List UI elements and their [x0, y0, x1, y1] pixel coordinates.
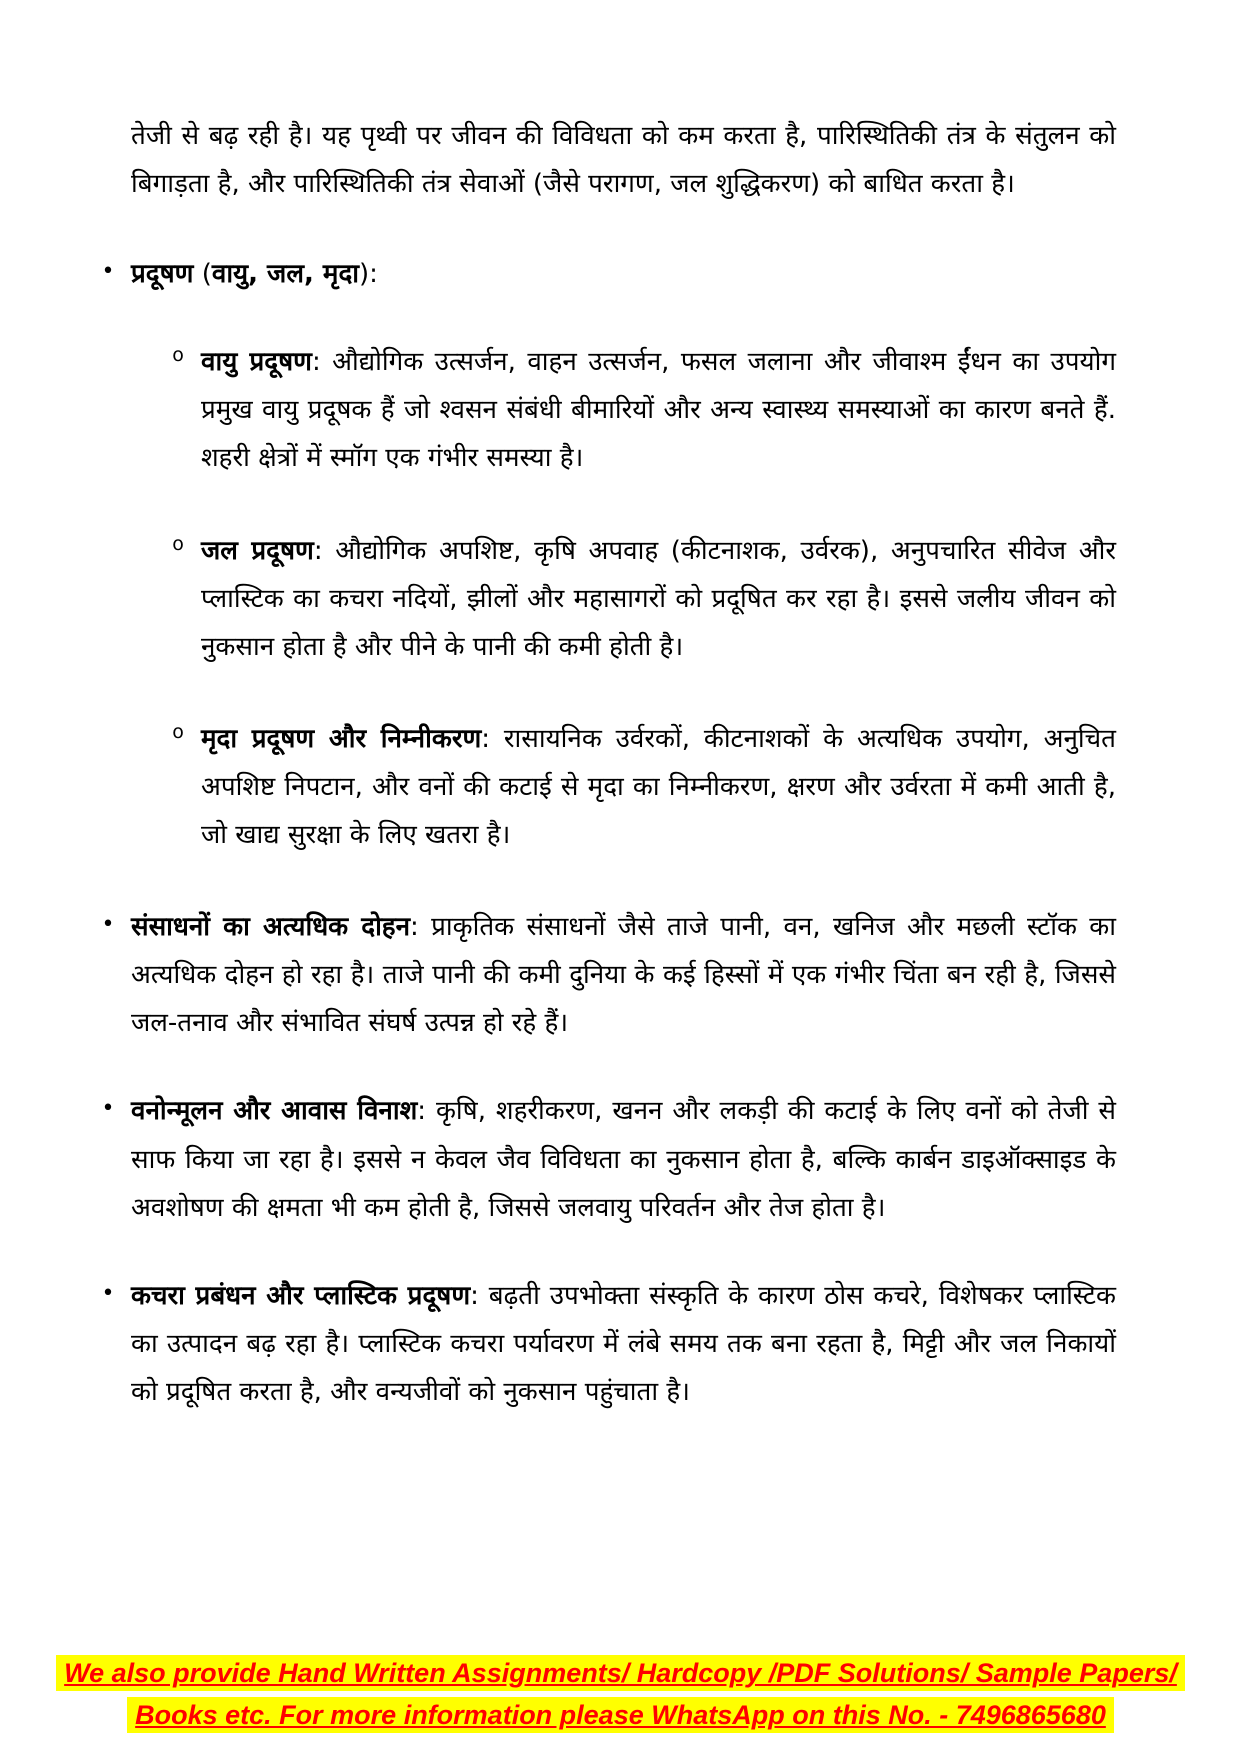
bullet-waste-management	[101, 1272, 1116, 1416]
promo-footer-line1-text: We also provide Hand Written Assignments/ Hardcopy /PDF Solutions/ Sample Papers/	[56, 1655, 1185, 1691]
bullet-pollution-title: प्रदूषण	[131, 259, 194, 290]
promo-footer-line2-text: Books etc. For more information please WhatsApp on this No. - 7496865680	[127, 1697, 1114, 1733]
document-content	[101, 112, 1116, 1456]
sub-bullet-air-pollution	[172, 338, 1116, 482]
sub-bullet-air-title: वायु प्रदूषण	[201, 347, 312, 378]
bullet-dot-icon: •	[101, 259, 115, 285]
bullet-pollution-paren-open: (	[193, 259, 212, 290]
bullet-dot-icon: •	[101, 1280, 115, 1306]
sub-bullet-air-text: : औद्योगिक उत्सर्जन, वाहन उत्सर्जन, फसल जलाना और जीवाश्म ईंधन का उपयोग प्रमुख वायु प्रदूषक हैं जो श्वसन संबंधी बीमारियों और अन्य स्वास्थ्य समस्याओं का कारण बनते हैं. शहरी क्षेत्रों में स्मॉग एक गंभीर समस्या है।	[201, 347, 1116, 474]
promo-footer	[0, 1653, 1241, 1737]
bullet-overexploitation-text: : प्राकृतिक संसाधनों जैसे ताजे पानी, वन, खनिज और मछली स्टॉक का अत्यधिक दोहन हो रहा है। ताजे पानी की कमी दुनिया के कई हिस्सों में एक गंभीर चिंता बन रही है, जिससे जल-तनाव और संभावित संघर्ष उत्पन्न हो रहे हैं।	[131, 912, 1116, 1039]
sub-bullet-soil-text: : रासायनिक उर्वरकों, कीटनाशकों के अत्यधिक उपयोग, अनुचित अपशिष्ट निपटान, और वनों की कटाई से मृदा का निम्नीकरण, क्षरण और उर्वरता में कमी आती है, जो खाद्य सुरक्षा के लिए खतरा है।	[201, 723, 1116, 851]
bullet-dot-icon: •	[101, 1096, 115, 1122]
intro-paragraph: तेजी से बढ़ रही है। यह पृथ्वी पर जीवन की विविधता को कम करता है, पारिस्थितिकी तंत्र के संतुलन को बिगाड़ता है, और पारिस्थितिकी तंत्र सेवाओं (जैसे परागण, जल शुद्धिकरण) को बाधित करता है।	[131, 121, 1116, 200]
sub-bullet-water-title: जल प्रदूषण	[201, 535, 314, 566]
bullet-waste-management-text: : बढ़ती उपभोक्ता संस्कृति के कारण ठोस कचरे, विशेषकर प्लास्टिक का उत्पादन बढ़ रहा है। प्लास्टिक कचरा पर्यावरण में लंबे समय तक बना रहता है, मिट्टी और जल निकायों को प्रदूषित करता है, और वन्यजीवों को नुकसान पहुंचाता है।	[131, 1280, 1116, 1407]
promo-footer-line1	[0, 1653, 1241, 1695]
bullet-dot-icon: •	[101, 912, 115, 938]
circle-bullet-icon: o	[172, 532, 184, 555]
bullet-deforestation-title: वनोन्मूलन और आवास विनाश	[131, 1096, 418, 1127]
bullet-waste-management-title: कचरा प्रबंधन और प्लास्टिक प्रदूषण	[131, 1280, 471, 1311]
promo-footer-line2	[0, 1695, 1241, 1737]
bullet-deforestation	[101, 1087, 1116, 1231]
bullet-pollution	[101, 250, 1116, 298]
sub-bullet-water-text: : औद्योगिक अपशिष्ट, कृषि अपवाह (कीटनाशक, उर्वरक), अनुपचारित सीवेज और प्लास्टिक का कचरा नदियों, झीलों और महासागरों को प्रदूषित कर रहा है। इससे जलीय जीवन को नुकसान होता है और पीने के पानी की कमी होती है।	[201, 535, 1116, 662]
sub-bullet-water-pollution	[172, 527, 1116, 671]
bullet-deforestation-text: : कृषि, शहरीकरण, खनन और लकड़ी की कटाई के लिए वनों को तेजी से साफ किया जा रहा है। इससे न केवल जैव विविधता का नुकसान होता है, बल्कि कार्बन डाइऑक्साइड के अवशोषण की क्षमता भी कम होती है, जिससे जलवायु परिवर्तन और तेज होता है।	[131, 1096, 1116, 1223]
bullet-overexploitation	[101, 903, 1116, 1047]
sub-bullet-soil-pollution	[172, 715, 1116, 859]
bullet-overexploitation-title: संसाधनों का अत्यधिक दोहन	[131, 912, 411, 943]
pollution-sub-list	[172, 338, 1116, 859]
circle-bullet-icon: o	[172, 344, 184, 367]
sub-bullet-soil-title: मृदा प्रदूषण और निम्नीकरण	[201, 723, 482, 754]
circle-bullet-icon: o	[172, 720, 184, 743]
bullet-pollution-paren-close: ):	[359, 259, 378, 290]
bullet-pollution-types: वायु, जल, मृदा	[211, 259, 359, 290]
